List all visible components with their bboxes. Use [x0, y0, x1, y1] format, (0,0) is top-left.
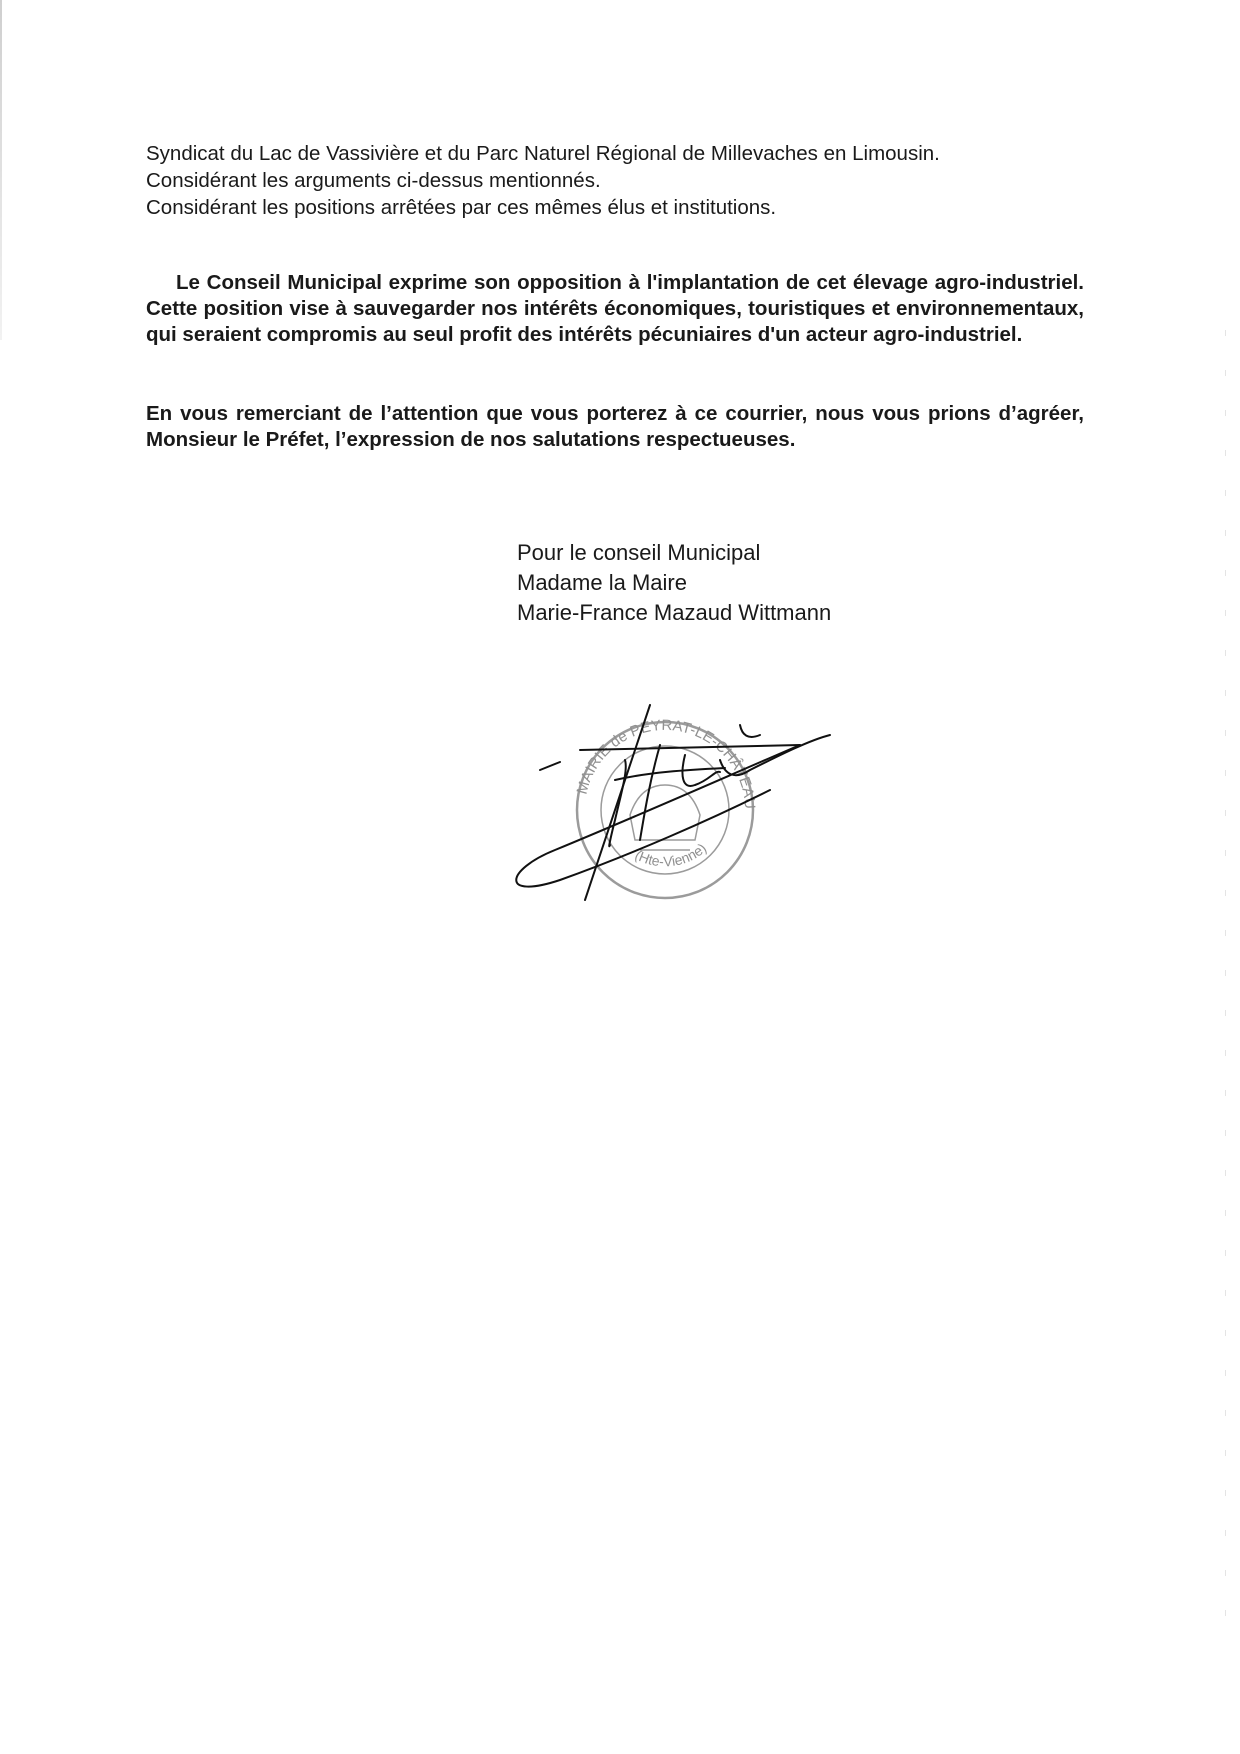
signature-line-title: Madame la Maire	[517, 570, 687, 595]
stamp-text-top: MAIRIE de PEYRAT-LE-CHÂTEAU	[573, 716, 759, 810]
signature-line-council: Pour le conseil Municipal	[517, 540, 761, 565]
intro-line: Syndicat du Lac de Vassivière et du Parc Naturel Régional de Millevaches en Limousin.	[146, 142, 940, 165]
opposition-paragraph: Le Conseil Municipal exprime son opposition à l'implantation de cet élevage agro-industriel. Cette position vise à sauvegarder nos intérêts économiques, touristiques et environnementaux, qui seraient compromis au seul profit des intérêts pécuniaires d'un acteur agro-industriel.	[146, 271, 1084, 346]
stamp-text-bottom: (Hte-Vienne)	[632, 839, 710, 870]
intro-line: Considérant les positions arrêtées par ces mêmes élus et institutions.	[146, 196, 777, 219]
municipal-stamp	[574, 717, 759, 898]
signature-block	[517, 538, 831, 628]
closing-paragraph: En vous remerciant de l’attention que vous porterez à ce courrier, nous vous prions d’agréer, Monsieur le Préfet, l’expression de nos salutations respectueuses.	[146, 402, 1084, 451]
scan-edge-right	[1225, 330, 1226, 1630]
signature-line-name: Marie-France Mazaud Wittmann	[517, 600, 832, 625]
signature-and-stamp	[510, 700, 930, 910]
intro-line: Considérant les arguments ci-dessus mentionnés.	[146, 169, 601, 192]
intro-block	[146, 140, 1076, 221]
scan-edge-left	[0, 0, 2, 340]
svg-text:MAIRIE de PEYRAT-LE-CHÂTEAU	[574, 717, 759, 810]
